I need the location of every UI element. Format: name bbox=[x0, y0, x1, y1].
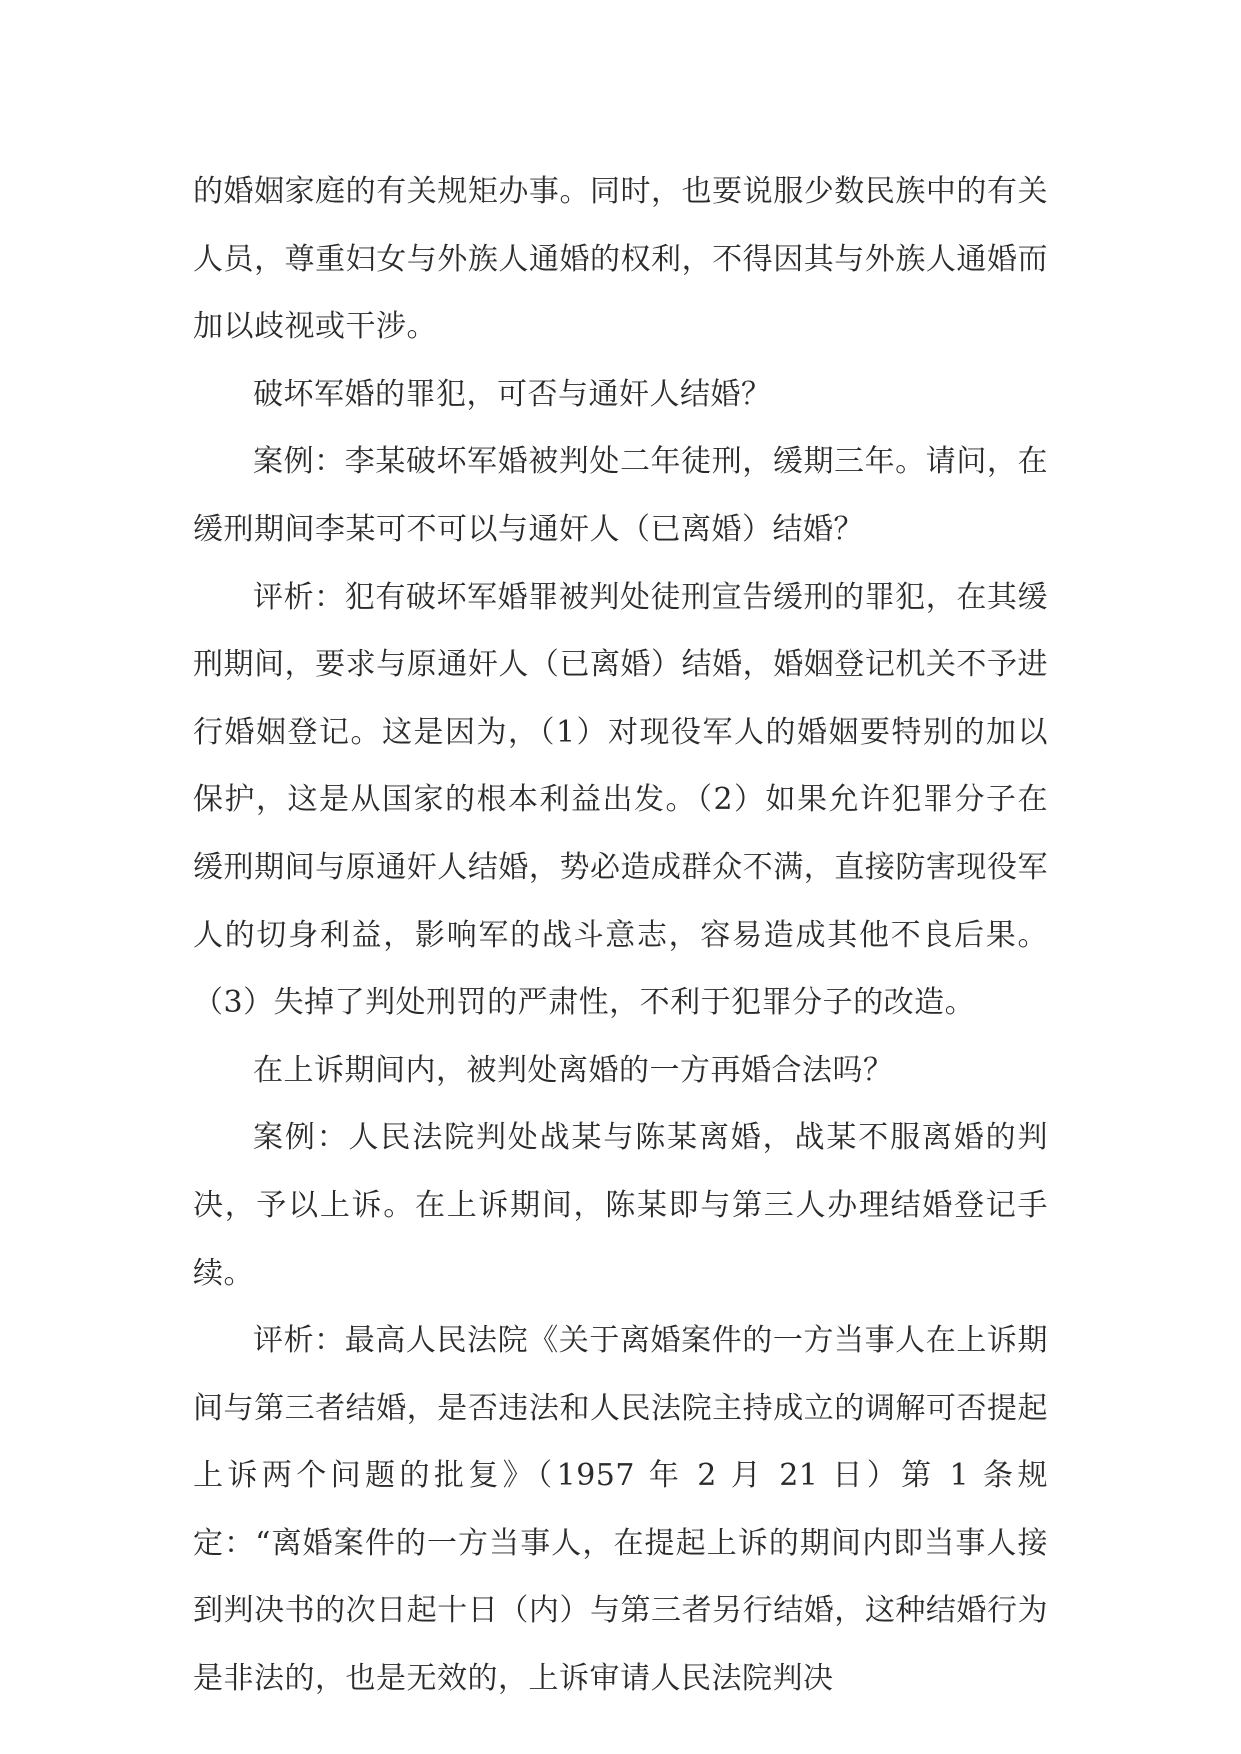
paragraph-continued: 的婚姻家庭的有关规矩办事。同时，也要说服少数民族中的有关人员，尊重妇女与外族人通婚的权利，不得因其与外族人通婚而加以歧视或干涉。 bbox=[193, 174, 1048, 345]
analysis-paragraph-appeal-period: 评析：最高人民法院《关于离婚案件的一方当事人在上诉期间与第三者结婚，是否违法和人民法院主持成立的调解可否提起上诉两个问题的批复》（1957 年 2 月 21 日）第 1 条规定：“离婚案件的一方当事人，在提起上诉的期间内即当事人接到判决书的次日起十日（内）与第三者另行结婚，这种结婚行为是非法的，也是无效的，上诉审请人民法院判决 bbox=[193, 1323, 1048, 1697]
analysis-paragraph-military-marriage: 评析：犯有破坏军婚罪被判处徒刑宣告缓刑的罪犯，在其缓刑期间，要求与原通奸人（已离婚）结婚，婚姻登记机关不予进行婚姻登记。这是因为，（1）对现役军人的婚姻要特别的加以保护，这是从国家的根本利益出发。（2）如果允许犯罪分子在缓刑期间与原通奸人结婚，势必造成群众不满，直接防害现役军人的切身利益，影响军的战斗意志，容易造成其他不良后果。（3）失掉了判处刑罚的严肃性，不利于犯罪分子的改造。 bbox=[193, 579, 1048, 1021]
question-heading-military-marriage: 破坏军婚的罪犯，可否与通奸人结婚？ bbox=[253, 376, 772, 412]
case-paragraph-military-marriage: 案例：李某破坏军婚被判处二年徒刑，缓期三年。请问，在缓刑期间李某可不可以与通奸人（已离婚）结婚？ bbox=[193, 444, 1048, 547]
question-heading-appeal-period: 在上诉期间内，被判处离婚的一方再婚合法吗？ bbox=[253, 1052, 894, 1088]
case-paragraph-appeal-period: 案例：人民法院判处战某与陈某离婚，战某不服离婚的判决，予以上诉。在上诉期间，陈某即与第三人办理结婚登记手续。 bbox=[193, 1120, 1048, 1291]
body-text bbox=[193, 158, 1048, 1713]
